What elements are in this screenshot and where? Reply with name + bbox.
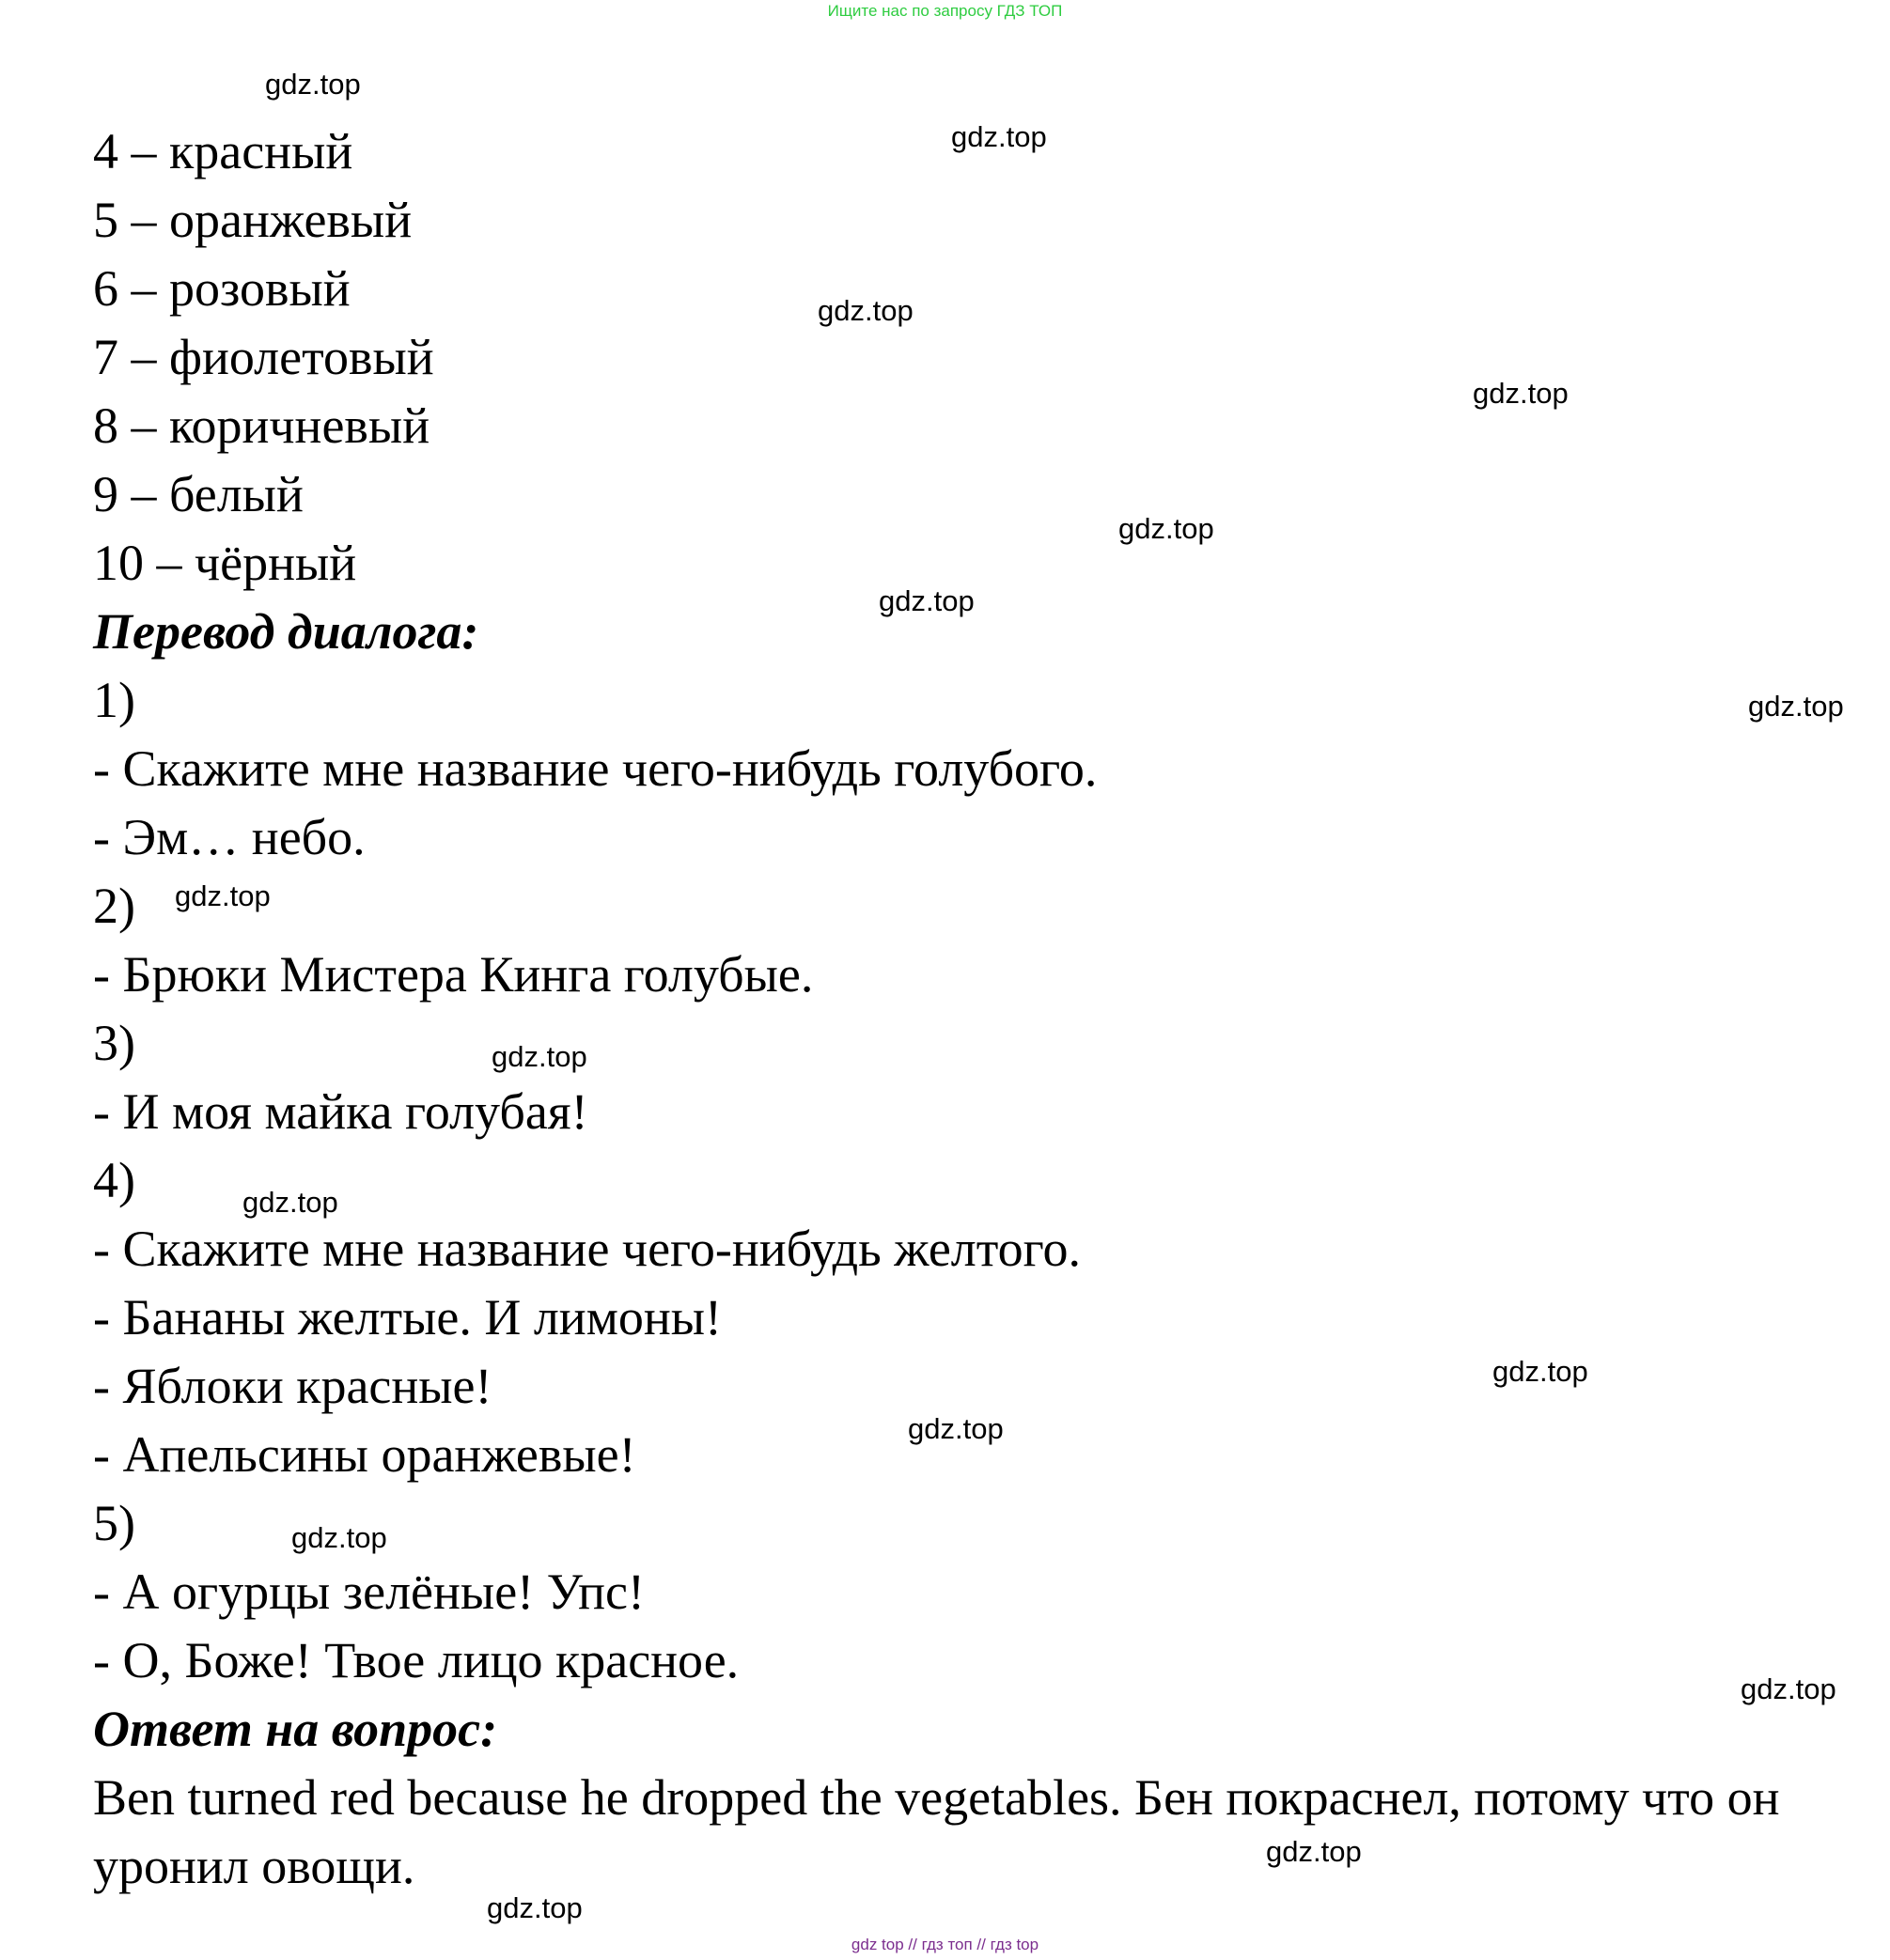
dialogue-line: 3) [93,1015,135,1071]
watermark-text: gdz.top [951,120,1047,153]
watermark-text: gdz.top [175,879,271,912]
dialogue-line: - Бананы желтые. И лимоны! [93,1289,723,1346]
dialogue-line: - А огурцы зелёные! Упс! [93,1563,645,1620]
top-banner: Ищите нас по запросу ГДЗ ТОП [827,2,1063,20]
watermark-text: gdz.top [879,584,975,617]
watermark-text: gdz.top [1748,690,1844,723]
watermark-text: gdz.top [1492,1355,1588,1388]
watermark-text: gdz.top [908,1412,1004,1445]
color-item-5: 5 – оранжевый [93,192,413,248]
watermark-text: gdz.top [487,1891,583,1924]
dialogue-line: - Скажите мне название чего-нибудь голубого. [93,740,1098,797]
color-item-7: 7 – фиолетовый [93,329,434,385]
color-item-6: 6 – розовый [93,260,351,317]
dialogue-line: - Эм… небо. [93,809,366,865]
watermark-text: gdz.top [1473,377,1569,410]
dialogue-line: 2) [93,878,135,934]
watermark-text: gdz.top [291,1521,387,1554]
color-item-4: 4 – красный [93,123,353,179]
dialogue-line: - О, Боже! Твое лицо красное. [93,1632,740,1688]
watermark-text: gdz.top [265,68,361,101]
watermark-text: gdz.top [1741,1672,1836,1705]
watermark-text: gdz.top [1118,512,1214,545]
answer-heading: Ответ на вопрос: [93,1701,498,1757]
dialogue-line: - Брюки Мистера Кинга голубые. [93,946,814,1003]
color-item-10: 10 – чёрный [93,535,357,591]
color-item-8: 8 – коричневый [93,397,430,454]
watermark-text: gdz.top [242,1186,338,1219]
dialogue-line: - Апельсины оранжевые! [93,1426,636,1483]
dialogue-line: - И моя майка голубая! [93,1083,588,1140]
watermark-text: gdz.top [1266,1835,1362,1868]
dialogue-line: 4) [93,1152,135,1208]
bottom-banner: gdz top // гдз топ // гдз top [851,1936,1039,1953]
color-item-9: 9 – белый [93,466,304,522]
dialogue-line: - Яблоки красные! [93,1358,492,1414]
dialogue-line: 5) [93,1495,135,1551]
dialogue-line: - Скажите мне название чего-нибудь желтого. [93,1221,1081,1277]
dialogue-line: 1) [93,672,135,728]
watermark-text: gdz.top [492,1040,587,1073]
watermark-text: gdz.top [818,294,914,327]
answer-text: Ben turned red because he dropped the vegetables. Бен покраснел, потому что он уронил овощи. [93,1769,1780,1894]
dialogue-heading: Перевод диалога: [93,603,479,660]
page-content [93,117,1841,1901]
